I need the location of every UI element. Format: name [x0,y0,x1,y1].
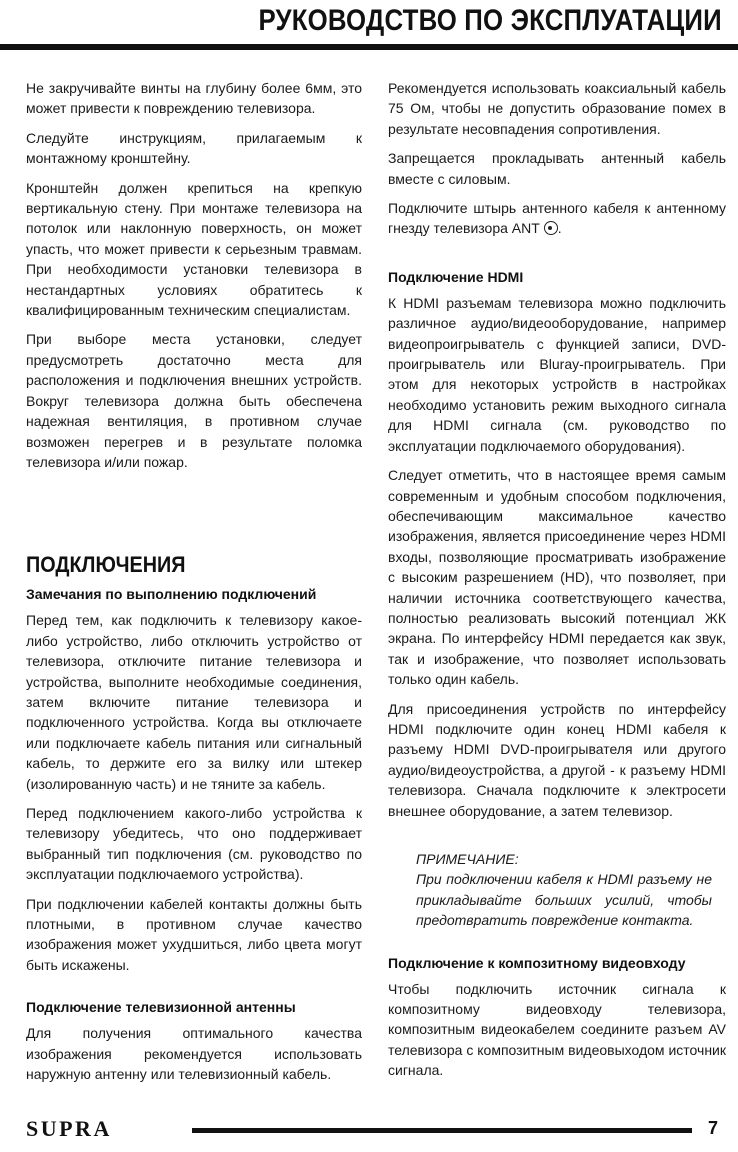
page-number: 7 [707,1118,718,1138]
paragraph: Чтобы подключить источник сигнала к композитному видеовходу телевизора, композитным видеокабелем соедините разъем AV телевизора с композитным видеовыходом источник сигнала. [388,980,726,1079]
paragraph: Кронштейн должен крепиться на крепкую вертикальную стену. При монтаже телевизора на потолок или наклонную поверхность, он может упасть, что может привести к серьезным травмам. При необходимости установки телевизора в нестандартных условиях обратитесь к квалифицированным техническим специалистам. [26,179,362,319]
paragraph: Следует отметить, что в настоящее время самым современным и удобным способом подключения, обеспечивающим максимальное качество изображения, является присоединение через HDMI входы, позволяющие просматривать изображение с высоким разрешением (HD), что позволяет, при наличии источника соответствующего качества, полностью реализовать высокий потенциал ЖК экрана. По интерфейсу HDMI передается как звук, так и изображение, что позволяет использовать только один кабель. [388,467,726,688]
paragraph: Следуйте инструкциям, прилагаемым к монтажному кронштейну. [26,129,362,167]
paragraph: Перед тем, как подключить к телевизору какое-либо устройство, либо отключить устройство от телевизора, отключите питание телевизора и устройства, выполните необходимые соединения, затем включите питание телевизора и подключенного устройства. Когда вы отключаете или подключаете кабель питания или сигнальный кабель, то держите его за вилку или штекер (изолированную часть) и не тяните за кабель. [26,612,362,792]
paragraph: Для присоединения устройств по интерфейсу HDMI подключите один конец HDMI кабеля к разъему HDMI DVD-проигрывателя или другого аудио/видеоустройства, а другой - к разъему HDMI телевизора. Сначала подключите к электросети внешнее оборудование, а затем телевизор. [388,700,726,819]
left-column [26,78,362,1093]
section-title-connections: ПОДКЛЮЧЕНИЯ [26,552,186,578]
paragraph: Не закручивайте винты на глубину более 6мм, это может привести к повреждению телевизора. [26,80,362,117]
right-column [388,78,726,1090]
subheading-connection-notes: Замечания по выполнению подключений [26,586,317,603]
header-divider [0,44,738,50]
note-box [416,849,712,931]
ant-suffix: . [557,220,562,237]
paragraph-ant [388,198,726,239]
note-text: При подключении кабеля к HDMI разъему не прикладывайте больших усилий, чтобы предотвратить повреждение контакта. [416,871,712,929]
paragraph: К HDMI разъемам телевизора можно подключить различное аудио/видеооборудование, например видеопроигрыватель с функцией записи, DVD-проигрыватель или Bluray-проигрыватель. При этом для некоторых устройств в настройках необходимо установить режим выходного сигнала для HDMI сигнала (см. руководство по эксплуатации подключаемого оборудования). [388,294,726,454]
page-title: РУКОВОДСТВО ПО ЭКСПЛУАТАЦИИ [258,4,722,37]
antenna-socket-icon [544,221,558,235]
paragraph: Рекомендуется использовать коаксиальный кабель 75 Ом, чтобы не допустить образование помех в результате несовпадения сопротивления. [388,80,726,137]
paragraph: Для получения оптимального качества изображения рекомендуется использовать наружную антенну или телевизионный кабель. [26,1025,362,1083]
paragraph: Перед подключением какого-либо устройства к телевизору убедитесь, что оно поддерживает выбранный тип подключения (см. руководство по эксплуатации подключаемого устройства). [26,804,362,883]
ant-text: Подключите штырь антенного кабеля к антенному гнезду телевизора ANT [388,200,726,237]
paragraph: При выборе места установки, следует предусмотреть достаточно места для расположения и подключения внешних устройств. Вокруг телевизора должна быть обеспечена надежная вентиляция, в противном случае возможен перегрев и в результате поломка телевизора и/или пожар. [26,331,362,470]
brand-logo: SUPRA [26,1116,112,1141]
paragraph: Запрещается прокладывать антенный кабель вместе с силовым. [388,150,726,187]
note-label: ПРИМЕЧАНИЕ: [416,851,519,867]
subheading-hdmi: Подключение HDMI [388,268,524,285]
subheading-composite: Подключение к композитному видеовходу [388,954,686,971]
subheading-antenna: Подключение телевизионной антенны [26,999,296,1016]
paragraph: При подключении кабелей контакты должны быть плотными, в противном случае качество изображения может ухудшиться, либо цвета могут быть искажены. [26,895,362,973]
footer-divider [192,1128,692,1133]
